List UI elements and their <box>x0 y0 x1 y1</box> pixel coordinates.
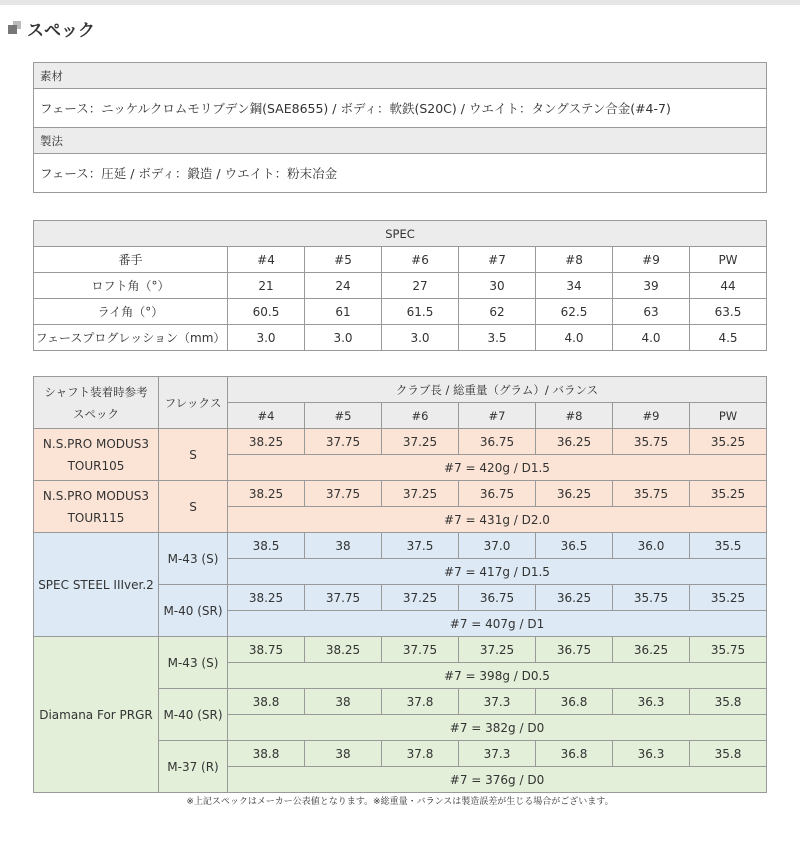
length-cell: 38.5 <box>228 533 305 559</box>
page-title: スペック <box>27 20 95 41</box>
shaft-name-cell <box>34 533 159 637</box>
length-cell: 36.75 <box>536 637 613 663</box>
shaft-name-cell <box>34 481 159 533</box>
length-cell: 38.25 <box>228 585 305 611</box>
length-cell: 36.25 <box>613 637 690 663</box>
material-label: 素材 <box>34 63 767 89</box>
spec-value-cell: 62 <box>459 299 536 325</box>
length-cell: 37.75 <box>305 429 382 455</box>
spec-value-cell: 63.5 <box>690 299 767 325</box>
spec-row-label: ロフト角（°） <box>34 273 228 299</box>
length-weight-balance-header: クラブ長 / 総重量（グラム）/ バランス <box>228 377 767 403</box>
weight-balance-cell: #7 = 398g / D0.5 <box>228 663 767 689</box>
spec-value-cell: 3.0 <box>228 325 305 351</box>
spec-value-cell: 60.5 <box>228 299 305 325</box>
shaft-number-cell: #4 <box>228 403 305 429</box>
shaft-length-row <box>34 637 767 663</box>
length-cell: 37.25 <box>459 637 536 663</box>
shaft-number-cell: PW <box>690 403 767 429</box>
shaft-header-cell <box>34 377 159 429</box>
length-cell: 37.8 <box>382 689 459 715</box>
shaft-header-line2: スペック <box>73 406 119 421</box>
length-cell: 35.8 <box>690 689 767 715</box>
shaft-number-cell: #8 <box>536 403 613 429</box>
method-label: 製法 <box>34 128 767 154</box>
section-heading <box>8 16 95 40</box>
top-divider <box>0 0 800 5</box>
shaft-name-line1: Diamana For PRGR <box>39 707 153 722</box>
length-cell: 36.5 <box>536 533 613 559</box>
flex-cell: M-40 (SR) <box>159 585 228 637</box>
square-bullet-icon <box>8 21 22 35</box>
length-cell: 37.25 <box>382 481 459 507</box>
length-cell: 37.5 <box>382 533 459 559</box>
length-cell: 38 <box>305 741 382 767</box>
length-cell: 35.5 <box>690 533 767 559</box>
method-text: フェース：圧延 / ボディ：鍛造 / ウエイト：粉末冶金 <box>34 154 767 193</box>
spec-number-cell: #7 <box>459 247 536 273</box>
shaft-number-cell: #7 <box>459 403 536 429</box>
weight-balance-cell: #7 = 382g / D0 <box>228 715 767 741</box>
shaft-name-line1: N.S.PRO MODUS3 <box>42 436 150 451</box>
spec-caption: SPEC <box>34 221 767 247</box>
spec-value-cell: 44 <box>690 273 767 299</box>
spec-table <box>33 220 767 351</box>
flex-cell: S <box>159 481 228 533</box>
spec-value-cell: 39 <box>613 273 690 299</box>
length-cell: 35.25 <box>690 481 767 507</box>
spec-number-cell: #5 <box>305 247 382 273</box>
spec-value-cell: 21 <box>228 273 305 299</box>
length-cell: 36.3 <box>613 689 690 715</box>
spec-number-cell: #6 <box>382 247 459 273</box>
length-cell: 36.25 <box>536 429 613 455</box>
footnote: ※上記スペックはメーカー公表値となります。※総重量・バランスは製造誤差が生じる場合がございます。 <box>186 797 614 807</box>
flex-header: フレックス <box>159 377 228 429</box>
flex-cell: M-43 (S) <box>159 637 228 689</box>
length-cell: 36.25 <box>536 481 613 507</box>
length-cell: 37.25 <box>382 429 459 455</box>
spec-row <box>34 273 767 299</box>
spec-row <box>34 325 767 351</box>
shaft-name-cell <box>34 637 159 793</box>
length-cell: 35.25 <box>690 429 767 455</box>
spec-value-cell: 61 <box>305 299 382 325</box>
shaft-header-line1: シャフト装着時参考 <box>44 384 148 399</box>
spec-number-cell: #4 <box>228 247 305 273</box>
weight-balance-cell: #7 = 376g / D0 <box>228 767 767 793</box>
length-cell: 36.75 <box>459 585 536 611</box>
length-cell: 37.3 <box>459 741 536 767</box>
length-cell: 35.75 <box>613 429 690 455</box>
spec-number-cell: #9 <box>613 247 690 273</box>
length-cell: 37.25 <box>382 585 459 611</box>
length-cell: 35.75 <box>613 585 690 611</box>
spec-value-cell: 63 <box>613 299 690 325</box>
length-cell: 38.25 <box>305 637 382 663</box>
length-cell: 37.75 <box>305 585 382 611</box>
length-cell: 37.3 <box>459 689 536 715</box>
length-cell: 37.75 <box>305 481 382 507</box>
spec-number-cell: #8 <box>536 247 613 273</box>
shaft-name-line2: TOUR105 <box>67 458 125 473</box>
shaft-table <box>33 376 767 793</box>
spec-value-cell: 34 <box>536 273 613 299</box>
spec-value-cell: 30 <box>459 273 536 299</box>
weight-balance-cell: #7 = 407g / D1 <box>228 611 767 637</box>
length-cell: 36.8 <box>536 689 613 715</box>
length-cell: 38.75 <box>228 637 305 663</box>
length-cell: 35.25 <box>690 585 767 611</box>
weight-balance-cell: #7 = 417g / D1.5 <box>228 559 767 585</box>
length-cell: 36.0 <box>613 533 690 559</box>
length-cell: 38 <box>305 533 382 559</box>
shaft-number-cell: #6 <box>382 403 459 429</box>
length-cell: 35.75 <box>690 637 767 663</box>
spec-number-cell: PW <box>690 247 767 273</box>
length-cell: 37.75 <box>382 637 459 663</box>
length-cell: 38.8 <box>228 741 305 767</box>
spec-value-cell: 62.5 <box>536 299 613 325</box>
spec-value-cell: 4.0 <box>613 325 690 351</box>
shaft-name-line2: TOUR115 <box>67 510 125 525</box>
length-cell: 38.25 <box>228 481 305 507</box>
length-cell: 36.3 <box>613 741 690 767</box>
shaft-number-cell: #9 <box>613 403 690 429</box>
length-cell: 37.8 <box>382 741 459 767</box>
spec-value-cell: 27 <box>382 273 459 299</box>
shaft-number-cell: #5 <box>305 403 382 429</box>
spec-header-label: 番手 <box>34 247 228 273</box>
spec-value-cell: 4.5 <box>690 325 767 351</box>
shaft-length-row <box>34 429 767 455</box>
flex-cell: S <box>159 429 228 481</box>
length-cell: 36.75 <box>459 481 536 507</box>
spec-value-cell: 3.5 <box>459 325 536 351</box>
spec-value-cell: 3.0 <box>305 325 382 351</box>
shaft-length-row <box>34 481 767 507</box>
shaft-length-row <box>34 533 767 559</box>
weight-balance-cell: #7 = 431g / D2.0 <box>228 507 767 533</box>
spec-row-label: ライ角（°） <box>34 299 228 325</box>
length-cell: 36.25 <box>536 585 613 611</box>
flex-cell: M-37 (R) <box>159 741 228 793</box>
spec-row-label: フェースプログレッション（mm） <box>34 325 228 351</box>
length-cell: 37.0 <box>459 533 536 559</box>
spec-value-cell: 4.0 <box>536 325 613 351</box>
materials-table <box>33 62 767 193</box>
length-cell: 38 <box>305 689 382 715</box>
flex-cell: M-40 (SR) <box>159 689 228 741</box>
length-cell: 35.75 <box>613 481 690 507</box>
spec-value-cell: 61.5 <box>382 299 459 325</box>
length-cell: 35.8 <box>690 741 767 767</box>
material-text: フェース：ニッケルクロムモリブデン鋼(SAE8655) / ボディ：軟鉄(S20C) / ウエイト：タングステン合金(#4-7) <box>34 89 767 128</box>
length-cell: 38.25 <box>228 429 305 455</box>
spec-value-cell: 3.0 <box>382 325 459 351</box>
spec-value-cell: 24 <box>305 273 382 299</box>
length-cell: 36.8 <box>536 741 613 767</box>
weight-balance-cell: #7 = 420g / D1.5 <box>228 455 767 481</box>
flex-cell: M-43 (S) <box>159 533 228 585</box>
shaft-name-line1: SPEC STEEL IIIver.2 <box>38 577 154 592</box>
shaft-name-line1: N.S.PRO MODUS3 <box>42 488 150 503</box>
shaft-name-cell <box>34 429 159 481</box>
spec-row <box>34 299 767 325</box>
length-cell: 38.8 <box>228 689 305 715</box>
length-cell: 36.75 <box>459 429 536 455</box>
